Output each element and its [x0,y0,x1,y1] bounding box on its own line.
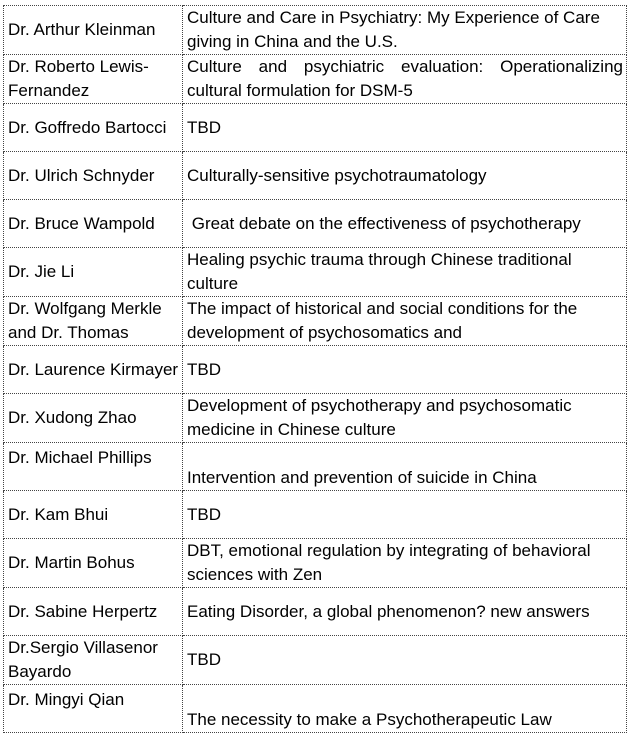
table-row [4,297,627,346]
speaker-cell: Dr. Martin Bohus [4,539,183,588]
topic-cell: The impact of historical and social conditions for the development of psychosomatics and [183,297,627,346]
topic-cell: DBT, emotional regulation by integrating of behavioral sciences with Zen [183,539,627,588]
table-row [4,685,627,733]
table-row [4,539,627,588]
speaker-cell: Dr. Sabine Herpertz [4,588,183,636]
table-row [4,394,627,443]
table-row [4,443,627,491]
speaker-cell: Dr. Michael Phillips [4,443,183,491]
table-row [4,104,627,152]
speaker-cell: Dr. Mingyi Qian [4,685,183,733]
speaker-cell: Dr. Ulrich Schnyder [4,152,183,200]
topic-cell: Eating Disorder, a global phenomenon? new answers [183,588,627,636]
table-row [4,588,627,636]
speaker-cell: Dr.Sergio Villasenor Bayardo [4,636,183,685]
speaker-topic-table [3,5,627,733]
topic-cell: TBD [183,104,627,152]
table-row [4,346,627,394]
topic-cell: TBD [183,491,627,539]
speaker-cell: Dr. Roberto Lewis-Fernandez [4,55,183,104]
topic-cell: Great debate on the effectiveness of psychotherapy [183,200,627,248]
topic-cell: Intervention and prevention of suicide in China [183,443,627,491]
table-row [4,6,627,55]
table-row [4,491,627,539]
table-row [4,152,627,200]
topic-cell: Culturally-sensitive psychotraumatology [183,152,627,200]
speaker-cell: Dr. Goffredo Bartocci [4,104,183,152]
topic-cell: Development of psychotherapy and psychosomatic medicine in Chinese culture [183,394,627,443]
speaker-cell: Dr. Laurence Kirmayer [4,346,183,394]
topic-cell: TBD [183,636,627,685]
topic-cell: Culture and psychiatric evaluation: Operationalizing cultural formulation for DSM-5 [183,55,627,104]
speaker-cell: Dr. Arthur Kleinman [4,6,183,55]
speaker-cell: Dr. Kam Bhui [4,491,183,539]
table-row [4,200,627,248]
topic-cell: The necessity to make a Psychotherapeutic Law [183,685,627,733]
table-row [4,248,627,297]
speaker-cell: Dr. Jie Li [4,248,183,297]
topic-cell: Culture and Care in Psychiatry: My Experience of Care giving in China and the U.S. [183,6,627,55]
table-row [4,55,627,104]
speaker-cell: Dr. Wolfgang Merkle and Dr. Thomas [4,297,183,346]
topic-cell: TBD [183,346,627,394]
speaker-cell: Dr. Bruce Wampold [4,200,183,248]
table-row [4,636,627,685]
speaker-cell: Dr. Xudong Zhao [4,394,183,443]
topic-cell: Healing psychic trauma through Chinese traditional culture [183,248,627,297]
